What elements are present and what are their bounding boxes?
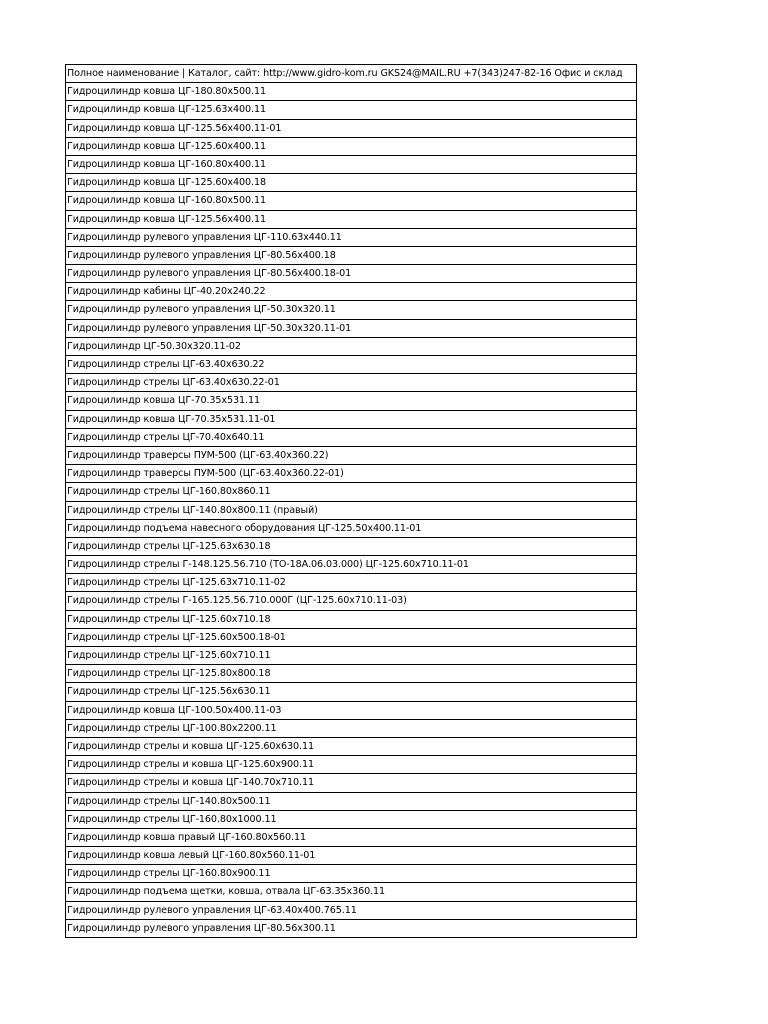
item-name: Гидроцилиндр стрелы и ковша ЦГ-125.60х630.11 — [67, 740, 314, 752]
table-row — [66, 192, 636, 210]
item-name: Гидроцилиндр рулевого управления ЦГ-80.56х300.11 — [67, 922, 336, 934]
item-name: Гидроцилиндр рулевого управления ЦГ-50.30х320.11 — [67, 304, 336, 316]
table-row — [66, 83, 636, 101]
table-row — [66, 211, 636, 229]
table-row — [66, 774, 636, 792]
table-header — [66, 65, 636, 83]
table-row — [66, 556, 636, 574]
table-row — [66, 156, 636, 174]
item-name: Гидроцилиндр стрелы ЦГ-70.40х640.11 — [67, 431, 265, 443]
table-row — [66, 120, 636, 138]
table-row — [66, 683, 636, 701]
item-name: Гидроцилиндр ковша ЦГ-125.63х400.11 — [67, 104, 266, 116]
table-row — [66, 756, 636, 774]
table-row — [66, 865, 636, 883]
item-name: Гидроцилиндр рулевого управления ЦГ-50.30х320.11-01 — [67, 322, 352, 334]
table-row — [66, 265, 636, 283]
table-row — [66, 847, 636, 865]
table-row — [66, 247, 636, 265]
table-row — [66, 702, 636, 720]
item-name: Гидроцилиндр стрелы ЦГ-63.40х630.22-01 — [67, 377, 280, 389]
item-name: Гидроцилиндр стрелы ЦГ-100.80х2200.11 — [67, 722, 277, 734]
table-row — [66, 283, 636, 301]
item-name: Гидроцилиндр стрелы ЦГ-125.63х630.18 — [67, 540, 271, 552]
item-name: Гидроцилиндр ковша ЦГ-70.35х531.11 — [67, 395, 260, 407]
item-name: Гидроцилиндр ковша ЦГ-100.50х400.11-03 — [67, 704, 282, 716]
table-row — [66, 483, 636, 501]
item-name: Гидроцилиндр стрелы ЦГ-160.80х900.11 — [67, 868, 271, 880]
item-name: Гидроцилиндр стрелы ЦГ-63.40х630.22 — [67, 359, 265, 370]
item-name: Гидроцилиндр стрелы ЦГ-125.63х710.11-02 — [67, 577, 286, 589]
item-name: Гидроцилиндр ковша ЦГ-125.60х400.11 — [67, 140, 266, 152]
table-row — [66, 902, 636, 920]
item-name: Гидроцилиндр ковша ЦГ-70.35х531.11-01 — [67, 413, 276, 425]
item-name: Гидроцилиндр стрелы ЦГ-140.80х500.11 — [67, 795, 271, 807]
table-row — [66, 883, 636, 901]
table-row — [66, 229, 636, 247]
item-name: Гидроцилиндр стрелы ЦГ-160.80х860.11 — [67, 486, 271, 498]
item-name: Гидроцилиндр рулевого управления ЦГ-80.56х400.18-01 — [67, 268, 352, 280]
table-row — [66, 338, 636, 356]
table-row — [66, 611, 636, 629]
table-row — [66, 502, 636, 520]
item-name: Гидроцилиндр ковша ЦГ-125.60х400.18 — [67, 177, 266, 189]
item-name: Гидроцилиндр стрелы ЦГ-125.80х800.18 — [67, 668, 271, 680]
table-row — [66, 920, 636, 938]
table-row — [66, 793, 636, 811]
item-name: Гидроцилиндр стрелы ЦГ-125.60х710.11 — [67, 650, 271, 661]
table-row — [66, 174, 636, 192]
item-name: Гидроцилиндр подъема щетки, ковша, отвала ЦГ-63.35х360.11 — [67, 886, 386, 898]
item-name: Гидроцилиндр стрелы Г-148.125.56.710 (ТО-18А.06.03.000) ЦГ-125.60х710.11-01 — [67, 559, 469, 571]
item-name: Гидроцилиндр ковша ЦГ-125.56х400.11 — [67, 213, 266, 225]
item-name: Гидроцилиндр ковша ЦГ-160.80х400.11 — [67, 158, 266, 170]
item-name: Гидроцилиндр ковша ЦГ-160.80х500.11 — [67, 195, 266, 207]
item-name: Гидроцилиндр стрелы ЦГ-125.60х710.18 — [67, 613, 271, 625]
table-row — [66, 665, 636, 683]
table-row — [66, 520, 636, 538]
item-name: Гидроцилиндр стрелы ЦГ-160.80х1000.11 — [67, 813, 277, 825]
table-row — [66, 301, 636, 319]
table-row — [66, 574, 636, 592]
table-row — [66, 429, 636, 447]
item-name: Гидроцилиндр стрелы и ковша ЦГ-140.70х710.11 — [67, 777, 314, 789]
table-row — [66, 447, 636, 465]
item-name: Гидроцилиндр ЦГ-50.30х320.11-02 — [67, 340, 241, 352]
table-row — [66, 374, 636, 392]
item-name: Гидроцилиндр стрелы и ковша ЦГ-125.60х900.11 — [67, 759, 314, 771]
item-name: Гидроцилиндр ковша правый ЦГ-160.80х560.11 — [67, 831, 307, 843]
catalog-table — [65, 64, 637, 938]
item-name: Гидроцилиндр ковша ЦГ-180.80х500.11 — [67, 86, 266, 98]
item-name: Гидроцилиндр подъема навесного оборудования ЦГ-125.50х400.11-01 — [67, 522, 422, 534]
item-name: Гидроцилиндр стрелы Г-165.125.56.710.000Г (ЦГ-125.60х710.11-03) — [67, 595, 407, 607]
table-row — [66, 538, 636, 556]
table-row — [66, 101, 636, 119]
table-row — [66, 356, 636, 374]
table-row — [66, 720, 636, 738]
table-row — [66, 411, 636, 429]
item-name: Гидроцилиндр рулевого управления ЦГ-63.40х400.765.11 — [67, 904, 357, 916]
item-name: Гидроцилиндр траверсы ПУМ-500 (ЦГ-63.40х360.22-01) — [67, 468, 344, 480]
table-row — [66, 465, 636, 483]
item-name: Гидроцилиндр рулевого управления ЦГ-80.56х400.18 — [67, 249, 336, 261]
item-name: Гидроцилиндр стрелы ЦГ-125.56х630.11 — [67, 686, 271, 698]
table-row — [66, 829, 636, 847]
table-row — [66, 647, 636, 665]
table-row — [66, 811, 636, 829]
header-text: Полное наименование | Каталог, сайт: http://www.gidro-kom.ru GKS24@MAIL.RU +7(343)247-82-16 Офис и склад — [67, 68, 623, 79]
table-row — [66, 392, 636, 410]
item-name: Гидроцилиндр ковша ЦГ-125.56х400.11-01 — [67, 122, 282, 134]
item-name: Гидроцилиндр кабины ЦГ-40.20х240.22 — [67, 286, 266, 298]
item-name: Гидроцилиндр траверсы ПУМ-500 (ЦГ-63.40х360.22) — [67, 449, 329, 461]
item-name: Гидроцилиндр стрелы ЦГ-140.80х800.11 (правый) — [67, 504, 318, 516]
table-row — [66, 629, 636, 647]
table-row — [66, 738, 636, 756]
item-name: Гидроцилиндр ковша левый ЦГ-160.80х560.11-01 — [67, 850, 316, 862]
item-name: Гидроцилиндр стрелы ЦГ-125.60х500.18-01 — [67, 631, 286, 643]
table-row — [66, 592, 636, 610]
table-body — [66, 83, 636, 938]
table-row — [66, 138, 636, 156]
table-row — [66, 320, 636, 338]
item-name: Гидроцилиндр рулевого управления ЦГ-110.63х440.11 — [67, 231, 342, 243]
